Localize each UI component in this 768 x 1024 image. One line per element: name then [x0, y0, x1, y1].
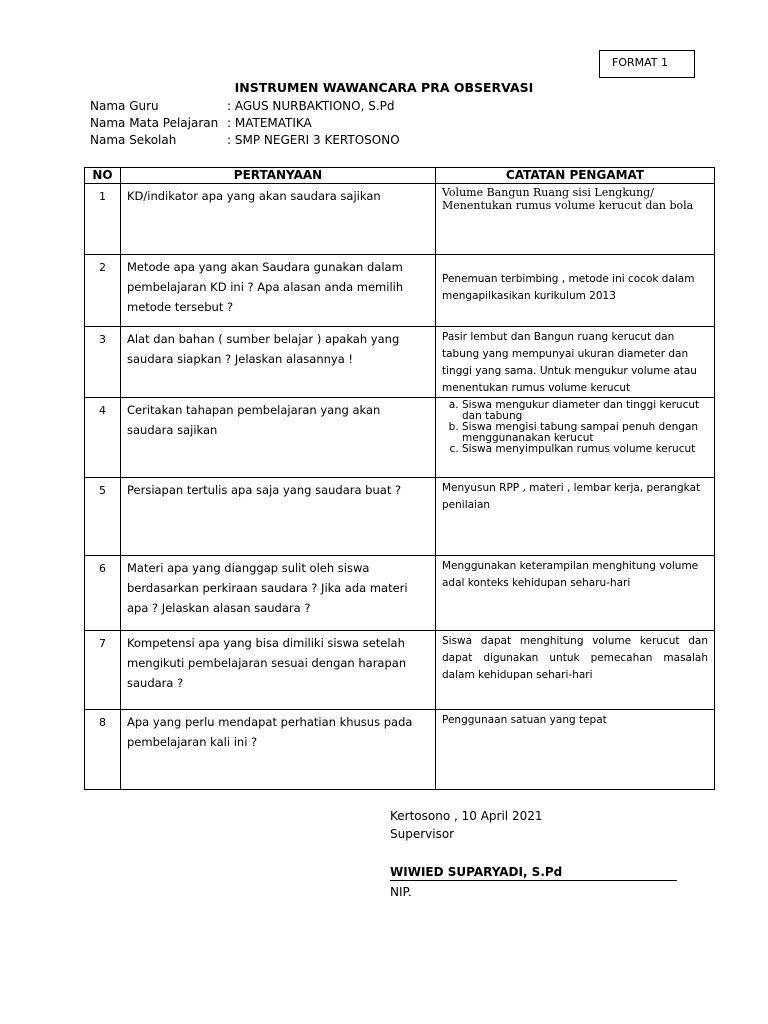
row-number: 4: [85, 398, 121, 478]
table-row: [85, 255, 715, 327]
signature-place-date: Kertosono , 10 April 2021: [390, 809, 543, 823]
list-item: b. Siswa mengisi tabung sampai penuh dengan menggunanakan kerucut: [462, 422, 708, 444]
question-cell: Metode apa yang akan Saudara gunakan dalam pembelajaran KD ini ? Apa alasan anda memilih metode tersebut ?: [121, 255, 436, 327]
document-title: INSTRUMEN WAWANCARA PRA OBSERVASI: [234, 80, 534, 95]
note-cell: Menyusun RPP , materi , lembar kerja, perangkat penilaian: [436, 478, 715, 556]
question-cell: Kompetensi apa yang bisa dimiliki siswa setelah mengikuti pembelajaran sesuai dengan harapan saudara ?: [121, 631, 436, 710]
note-cell: Menggunakan keterampilan menghitung volume adal konteks kehidupan seharu-hari: [436, 556, 715, 631]
info-label: Nama Guru: [90, 99, 159, 113]
question-cell: Alat dan bahan ( sumber belajar ) apakah yang saudara siapkan ? Jelaskan alasannya !: [121, 327, 436, 398]
table-row: [85, 556, 715, 631]
interview-table: [84, 167, 715, 790]
question-cell: Ceritakan tahapan pembelajaran yang akan saudara sajikan: [121, 398, 436, 478]
row-number: 8: [85, 710, 121, 790]
question-cell: KD/indikator apa yang akan saudara sajikan: [121, 184, 436, 255]
info-value: : AGUS NURBAKTIONO, S.Pd: [227, 99, 395, 113]
table-row: [85, 710, 715, 790]
list-item: c. Siswa menyimpulkan rumus volume kerucut: [462, 444, 708, 455]
header-no: NO: [85, 168, 121, 184]
question-cell: Persiapan tertulis apa saja yang saudara buat ?: [121, 478, 436, 556]
note-cell: Penggunaan satuan yang tepat: [436, 710, 715, 790]
note-cell: Pasir lembut dan Bangun ruang kerucut dan tabung yang mempunyai ukuran diameter dan tinggi yang sama. Untuk mengukur volume atau menentukan rumus volume kerucut: [436, 327, 715, 398]
info-label: Nama Sekolah: [90, 133, 177, 147]
row-number: 5: [85, 478, 121, 556]
steps-list: [442, 400, 708, 455]
info-value: : SMP NEGERI 3 KERTOSONO: [227, 133, 400, 147]
signature-nip: NIP.: [390, 885, 412, 899]
table-row: [85, 631, 715, 710]
row-number: 7: [85, 631, 121, 710]
note-cell: Penemuan terbimbing , metode ini cocok dalam mengapilkasikan kurikulum 2013: [436, 255, 715, 327]
signature-name: WIWIED SUPARYADI, S.Pd: [390, 865, 563, 879]
header-question: PERTANYAAN: [121, 168, 436, 184]
format-label: FORMAT 1: [599, 50, 695, 78]
table-header-row: [85, 168, 715, 184]
row-number: 6: [85, 556, 121, 631]
info-row-subject: [90, 116, 312, 130]
signature-role: Supervisor: [390, 827, 455, 841]
info-row-school: [90, 133, 400, 147]
question-cell: Apa yang perlu mendapat perhatian khusus pada pembelajaran kali ini ?: [121, 710, 436, 790]
table-row: [85, 184, 715, 255]
question-cell: Materi apa yang dianggap sulit oleh siswa berdasarkan perkiraan saudara ? Jika ada materi apa ? Jelaskan alasan saudara ?: [121, 556, 436, 631]
table-row: [85, 327, 715, 398]
info-row-teacher: [90, 99, 395, 113]
list-item: a. Siswa mengukur diameter dan tinggi kerucut dan tabung: [462, 400, 708, 422]
row-number: 3: [85, 327, 121, 398]
header-notes: CATATAN PENGAMAT: [436, 168, 715, 184]
note-cell: Siswa dapat menghitung volume kerucut dan dapat digunakan untuk pemecahan masalah dalam kehidupan sehari-hari: [436, 631, 715, 710]
info-label: Nama Mata Pelajaran: [90, 116, 219, 130]
note-cell: Volume Bangun Ruang sisi Lengkung/ Menentukan rumus volume kerucut dan bola: [436, 184, 715, 255]
note-cell: [436, 398, 715, 478]
info-value: : MATEMATIKA: [227, 116, 312, 130]
table-row: [85, 478, 715, 556]
row-number: 1: [85, 184, 121, 255]
table-row: [85, 398, 715, 478]
signature-line: [390, 880, 677, 881]
row-number: 2: [85, 255, 121, 327]
